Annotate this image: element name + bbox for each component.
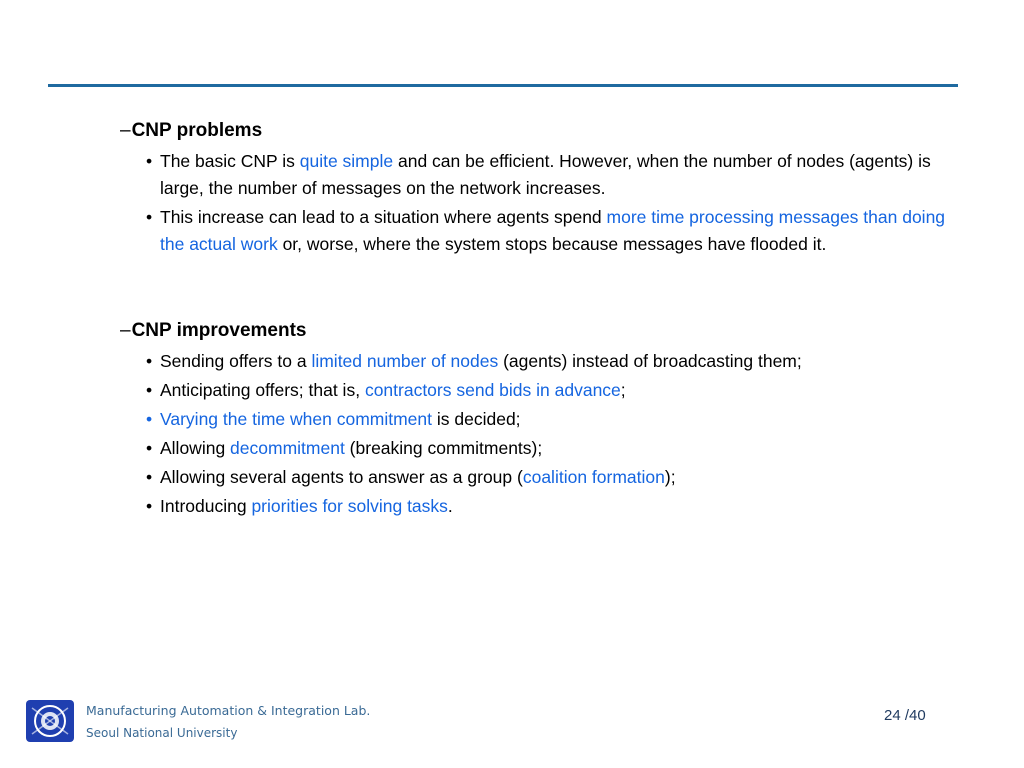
text-run: The basic CNP is	[160, 151, 300, 171]
section-heading-cnp-problems	[120, 120, 262, 142]
text-run: );	[664, 467, 676, 487]
bullet-marker: •	[146, 467, 153, 487]
list-item	[146, 148, 946, 201]
bullet-marker: •	[146, 438, 153, 458]
highlighted-text: limited number of nodes	[311, 351, 499, 371]
page-number: 24 /40	[884, 707, 926, 724]
list-item	[146, 348, 946, 375]
list-item	[146, 377, 946, 404]
list-item-text	[160, 377, 946, 404]
section-title: CNP improvements	[131, 320, 307, 341]
text-run: (agents) instead of broadcasting them;	[498, 351, 802, 371]
text-run: This increase can lead to a situation where agents spend	[160, 207, 607, 227]
list-item-text	[160, 406, 946, 433]
text-run: Introducing	[160, 496, 252, 516]
highlighted-text: decommitment	[230, 438, 345, 458]
text-run: or, worse, where the system stops because messages have flooded it.	[277, 233, 827, 254]
highlighted-text: quite simple	[299, 151, 394, 171]
highlighted-text: Varying the time when commitment	[160, 409, 433, 429]
list-item	[146, 493, 946, 520]
section-heading-cnp-improvements	[120, 320, 307, 342]
text-run: and can be efficient. However, when the number of nodes (agents) is large, the number of messages on the network increases.	[160, 151, 931, 198]
highlighted-text: priorities for solving tasks	[251, 496, 448, 516]
bullet-marker: •	[146, 351, 153, 371]
highlighted-text: coalition formation	[522, 467, 665, 487]
list-item-text	[160, 464, 946, 491]
section-dash: –	[120, 320, 131, 341]
highlighted-text: more time processing messages than doing the actual work	[160, 207, 946, 254]
bullet-marker: •	[146, 207, 153, 227]
list-item-text	[160, 348, 946, 375]
list-item	[146, 204, 946, 257]
list-item-text	[160, 435, 946, 462]
text-run: (breaking commitments);	[344, 438, 543, 458]
text-run: .	[447, 496, 453, 516]
list-item-text	[160, 148, 946, 201]
bullet-marker: •	[146, 496, 153, 516]
section-dash: –	[120, 120, 131, 141]
section-title: CNP problems	[131, 120, 263, 141]
list-item	[146, 464, 946, 491]
footer-lab-name: Manufacturing Automation & Integration Lab.	[86, 703, 371, 718]
text-run: ;	[620, 380, 626, 400]
list-item-text	[160, 204, 946, 257]
text-run: Allowing several agents to answer as a group (	[160, 467, 523, 487]
text-run: Anticipating offers; that is,	[160, 380, 365, 400]
bullet-marker: •	[146, 380, 153, 400]
text-run: Sending offers to a	[160, 351, 312, 371]
list-item	[146, 435, 946, 462]
text-run: Allowing	[160, 438, 231, 458]
footer-university: Seoul National University	[86, 726, 238, 740]
highlighted-text: contractors send bids in advance	[364, 380, 621, 400]
list-item-text	[160, 493, 946, 520]
bullet-marker: •	[146, 151, 153, 171]
university-emblem-icon	[24, 698, 76, 744]
header-rule	[48, 84, 958, 87]
text-run: is decided;	[432, 409, 521, 429]
bullet-marker: •	[146, 409, 153, 429]
list-item	[146, 406, 946, 433]
